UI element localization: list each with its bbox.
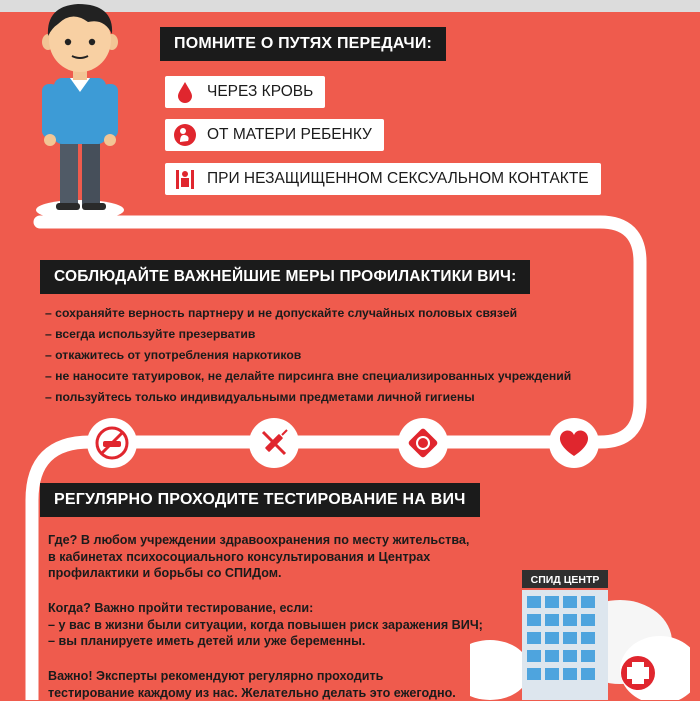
heart-icon: [549, 418, 599, 468]
transmission-item-sexual: [165, 163, 601, 195]
blood-drop-icon: [171, 78, 199, 106]
condom-icon: [398, 418, 448, 468]
testing-title: РЕГУЛЯРНО ПРОХОДИТЕ ТЕСТИРОВАНИЕ НА ВИЧ: [40, 483, 480, 517]
list-item: – сохраняйте верность партнеру и не допускайте случайных половых связей: [45, 306, 518, 320]
list-item: – откажитесь от употребления наркотиков: [45, 348, 302, 362]
transmission-title: ПОМНИТЕ О ПУТЯХ ПЕРЕДАЧИ:: [160, 27, 446, 61]
person-illustration: [28, 0, 138, 220]
transmission-item-label: ОТ МАТЕРИ РЕБЕНКУ: [207, 126, 372, 143]
aids-center-building: [470, 560, 690, 700]
testing-where: Где? В любом учреждении здравоохранения по месту жительства, в кабинетах психосоциального консультирования и Центрах профилактики и борьбы со СПИДом.: [48, 533, 470, 580]
list-item: – пользуйтесь только индивидуальными предметами личной гигиены: [45, 390, 475, 404]
prevention-list: [45, 303, 571, 408]
no-syringe-icon: [249, 418, 299, 468]
testing-important: Важно! Эксперты рекомендуют регулярно проходить тестирование каждому из нас. Желательно делать это ежегодно.: [48, 669, 456, 700]
transmission-item-mother: [165, 119, 384, 151]
prevention-title: СОБЛЮДАЙТЕ ВАЖНЕЙШИЕ МЕРЫ ПРОФИЛАКТИКИ ВИЧ:: [40, 260, 530, 294]
no-sex-icon: [87, 418, 137, 468]
list-item: – не наносите татуировок, не делайте пирсинга вне специализированных учреждений: [45, 369, 572, 383]
transmission-item-label: ПРИ НЕЗАЩИЩЕННОМ СЕКСУАЛЬНОМ КОНТАКТЕ: [207, 170, 589, 187]
list-item: – всегда используйте презерватив: [45, 327, 256, 341]
testing-when: Когда? Важно пройти тестирование, если: – у вас в жизни были ситуации, когда повышен риск заражения ВИЧ; – вы планируете иметь детей или уже беременны.: [48, 601, 483, 648]
pregnant-mother-icon: [171, 121, 199, 149]
bed-couple-icon: [171, 165, 199, 193]
transmission-item-label: ЧЕРЕЗ КРОВЬ: [207, 83, 314, 100]
building-sign: СПИД ЦЕНТР: [530, 574, 600, 586]
transmission-item-blood: [165, 76, 325, 108]
